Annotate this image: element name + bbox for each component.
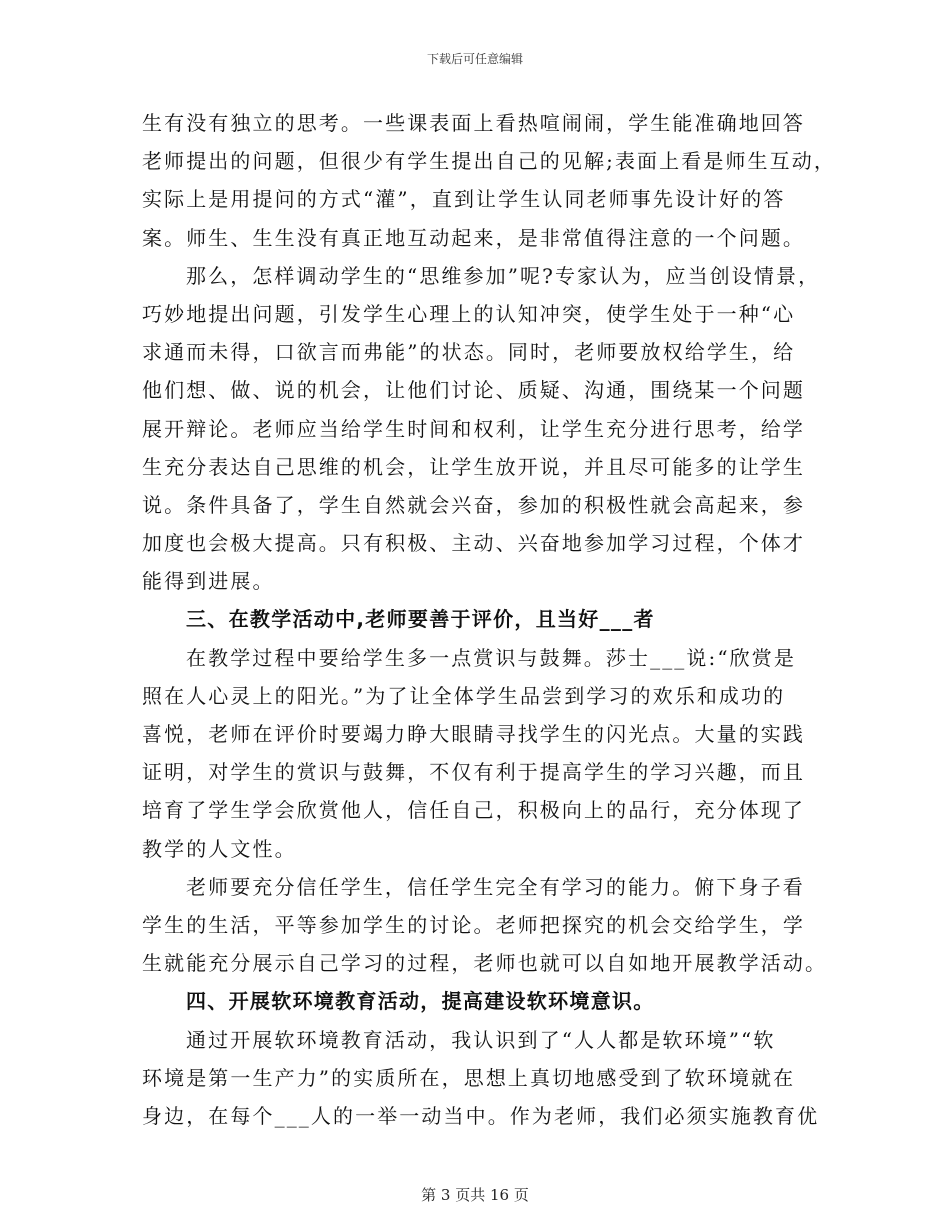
paragraph-line: 老师提出的问题，但很少有学生提出自己的见解;表面上看是师生互动， (142, 149, 836, 174)
paragraph-line: 展开辩论。老师应当给学生时间和权利，让学生充分进行思考，给学 (142, 416, 805, 441)
paragraph-line: 证明，对学生的赏识与鼓舞，不仅有利于提高学生的学习兴趣，而且 (142, 760, 805, 785)
paragraph-line: 能得到进展。 (142, 569, 275, 594)
paragraph-line: 环境是第一生产力”的实质所在，思想上真切地感受到了软环境就在 (142, 1065, 796, 1090)
paragraph-line: 生有没有独立的思考。一些课表面上看热喧闹闹，学生能准确地回答 (142, 111, 805, 135)
paragraph-line: 喜悦，老师在评价时要竭力睁大眼睛寻找学生的闪光点。大量的实践 (142, 722, 805, 746)
paragraph-line: 身边，在每个___人的一举一动当中。作为老师，我们必须实施教育优 (142, 1103, 820, 1128)
paragraph-line: 他们想、做、说的机会，让他们讨论、质疑、沟通，围绕某一个问题 (142, 378, 805, 403)
paragraph-line: 通过开展软环境教育活动，我认识到了“人人都是软环境”“软 (186, 1027, 776, 1052)
paragraph-line: 巧妙地提出问题，引发学生心理上的认知冲突，使学生处于一种“心 (142, 301, 796, 326)
paragraph-line: 实际上是用提问的方式“灌”，直到让学生认同老师事先设计好的答 (142, 187, 786, 212)
paragraph-line: 那么，怎样调动学生的“思维参加”呢?专家认为，应当创设情景， (186, 263, 821, 288)
paragraph-line: 求通而未得，口欲言而弗能”的状态。同时，老师要放权给学生，给 (142, 340, 796, 365)
page-header: 下载后可任意编辑 (426, 52, 523, 66)
section-heading: 四、开展软环境教育活动，提高建设软环境意识。 (186, 989, 655, 1014)
paragraph-line: 老师要充分信任学生，信任学生完全有学习的能力。俯下身子看 (186, 874, 805, 899)
document-body (142, 104, 836, 1135)
paragraph-line: 说。条件具备了，学生自然就会兴奋，参加的积极性就会高起来，参 (142, 492, 805, 517)
paragraph-line: 培育了学生学会欣赏他人，信任自己，积极向上的品行，充分体现了 (142, 798, 805, 823)
paragraph-line: 生充分表达自己思维的机会，让学生放开说，并且尽可能多的让学生 (142, 454, 805, 479)
paragraph-line: 生就能充分展示自己学习的过程，老师也就可以自如地开展教学活动。 (142, 951, 828, 976)
paragraph-line: 教学的人文性。 (142, 836, 297, 861)
paragraph-line: 在教学过程中要给学生多一点赏识与鼓舞。莎士___说:“欣赏是 (186, 645, 796, 670)
paragraph-line: 学生的生活，平等参加学生的讨论。老师把探究的机会交给学生，学 (142, 912, 805, 937)
page-footer: 第 3 页共 16 页 (421, 1186, 529, 1204)
paragraph-line: 加度也会极大提高。只有积极、主动、兴奋地参加学习过程，个体才 (142, 531, 805, 556)
section-heading: 三、在教学活动中,老师要善于评价，且当好___者 (186, 607, 655, 632)
paragraph-line: 照在人心灵上的阳光。”为了让全体学生品尝到学习的欢乐和成功的 (142, 683, 786, 708)
paragraph-line: 案。师生、生生没有真正地互动起来，是非常值得注意的一个问题。 (142, 225, 805, 250)
